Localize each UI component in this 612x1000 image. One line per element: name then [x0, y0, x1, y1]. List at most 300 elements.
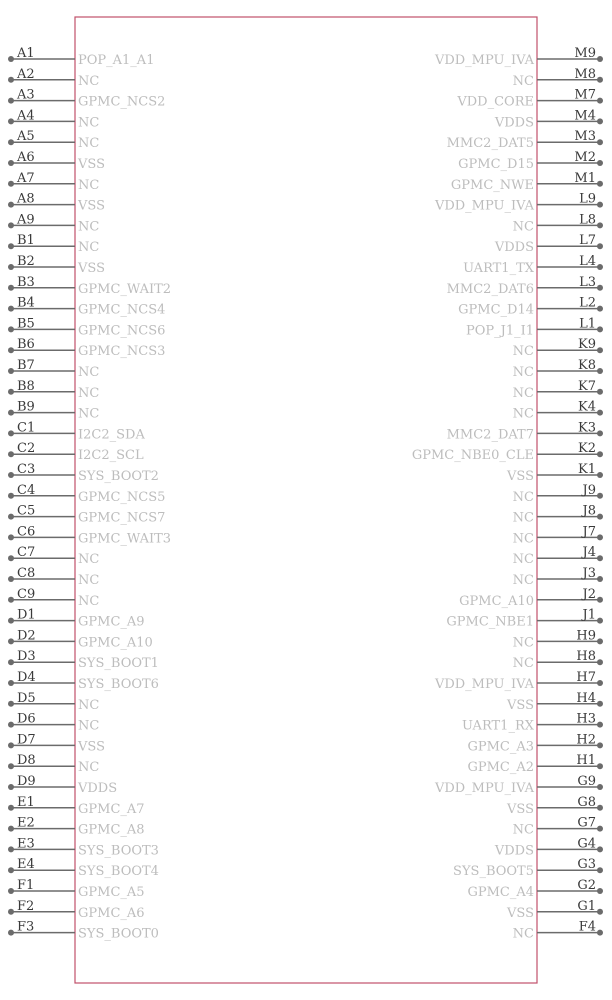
- pin-endpoint: [8, 451, 14, 457]
- pin-g2: [467, 878, 603, 900]
- pin-e3: [8, 836, 159, 858]
- pin-number: M7: [574, 87, 596, 103]
- pin-name: I2C2_SCL: [78, 448, 144, 464]
- pin-name: NC: [512, 510, 534, 526]
- pin-name: VDD_MPU_IVA: [434, 781, 534, 796]
- pin-endpoint: [8, 763, 14, 769]
- pin-m1: [451, 171, 603, 193]
- pin-name: NC: [512, 656, 534, 672]
- pin-number: L9: [579, 191, 596, 207]
- pin-endpoint: [597, 326, 603, 332]
- pin-endpoint: [8, 306, 14, 312]
- pin-number: F1: [17, 878, 35, 893]
- pin-number: A3: [17, 87, 35, 103]
- pin-c7: [8, 545, 99, 567]
- pin-d6: [8, 712, 99, 734]
- pin-endpoint: [8, 826, 14, 832]
- pin-name: GPMC_NCS3: [78, 344, 166, 360]
- pin-number: K2: [578, 441, 596, 457]
- pin-number: C3: [17, 462, 36, 477]
- pin-number: C8: [17, 566, 36, 581]
- pin-number: F2: [17, 898, 35, 914]
- pin-name: NC: [512, 489, 534, 505]
- pin-name: VDDS: [78, 781, 118, 796]
- pin-endpoint: [8, 98, 14, 104]
- pin-name: GPMC_A7: [78, 801, 145, 817]
- pin-f2: [8, 899, 145, 921]
- pin-k1: [506, 462, 603, 484]
- pin-j2: [459, 587, 603, 609]
- pin-number: K3: [578, 420, 596, 436]
- pin-number: G3: [577, 857, 596, 873]
- pin-endpoint: [597, 867, 603, 873]
- pin-b3: [8, 275, 171, 297]
- pin-name: GPMC_WAIT2: [78, 281, 172, 297]
- pin-number: M8: [574, 66, 596, 82]
- pin-endpoint: [597, 763, 603, 769]
- pin-number: M1: [574, 170, 596, 186]
- pin-g7: [513, 816, 603, 838]
- pin-name: GPMC_A10: [459, 593, 534, 609]
- pin-number: J7: [582, 524, 596, 540]
- pin-b8: [8, 379, 99, 401]
- pin-endpoint: [8, 576, 14, 582]
- pin-g4: [494, 836, 603, 858]
- pin-name: I2C2_SDA: [78, 427, 145, 443]
- pin-b9: [8, 400, 99, 422]
- pin-name: NC: [78, 136, 100, 152]
- pin-l7: [494, 233, 603, 255]
- pin-name: NC: [512, 219, 534, 235]
- pin-number: G8: [577, 794, 596, 810]
- pin-name: NC: [512, 385, 534, 401]
- pin-number: A2: [17, 66, 35, 82]
- pin-name: GPMC_A8: [78, 822, 145, 838]
- pin-number: K4: [578, 399, 596, 415]
- pin-number: H1: [576, 753, 596, 769]
- pin-name: NC: [78, 365, 100, 380]
- pin-j4: [513, 545, 603, 567]
- pin-number: J2: [582, 586, 596, 602]
- pin-name: GPMC_NBE1: [446, 614, 534, 630]
- pin-name: VDD_CORE: [457, 94, 534, 110]
- pin-name: GPMC_NCS6: [78, 323, 166, 339]
- pin-endpoint: [8, 430, 14, 436]
- pin-number: C5: [17, 503, 36, 519]
- pin-d1: [8, 608, 145, 630]
- pin-number: L3: [579, 274, 596, 290]
- pin-endpoint: [8, 534, 14, 540]
- pin-l1: [466, 316, 603, 338]
- pin-name: MMC2_DAT5: [446, 136, 534, 152]
- pin-name: SYS_BOOT0: [78, 926, 159, 942]
- pin-endpoint: [8, 493, 14, 499]
- pin-g8: [506, 795, 603, 817]
- pin-name: NC: [512, 822, 534, 838]
- pin-number: J9: [582, 482, 596, 498]
- pin-number: D3: [17, 649, 36, 665]
- pin-number: L1: [579, 316, 596, 332]
- pin-endpoint: [597, 784, 603, 790]
- pin-endpoint: [597, 306, 603, 312]
- pin-number: B4: [17, 295, 35, 311]
- pin-endpoint: [8, 181, 14, 187]
- pin-l3: [447, 275, 603, 297]
- pin-number: L4: [579, 254, 596, 269]
- pin-endpoint: [597, 451, 603, 457]
- pin-number: K1: [578, 462, 596, 477]
- pin-number: L2: [579, 295, 596, 311]
- pin-number: C4: [17, 482, 36, 498]
- pin-name: GPMC_NCS7: [78, 510, 166, 526]
- pin-f1: [8, 878, 145, 900]
- pin-number: C7: [17, 545, 36, 561]
- pin-number: J3: [582, 566, 596, 581]
- pin-name: NC: [78, 385, 100, 401]
- pin-name: MMC2_DAT6: [446, 281, 534, 297]
- pin-endpoint: [597, 722, 603, 728]
- pin-d7: [8, 732, 105, 754]
- pin-name: POP_J1_I1: [465, 323, 534, 339]
- pin-endpoint: [8, 118, 14, 124]
- pin-number: D1: [17, 607, 36, 623]
- pin-number: A9: [17, 212, 35, 228]
- pin-number: A4: [17, 108, 35, 124]
- pin-name: MMC2_DAT7: [446, 427, 534, 443]
- pin-endpoint: [597, 222, 603, 228]
- pin-number: A8: [17, 191, 35, 207]
- pin-name: GPMC_WAIT3: [78, 531, 172, 547]
- pin-name: VDDS: [494, 115, 534, 131]
- pin-a2: [8, 67, 99, 89]
- pin-endpoint: [597, 742, 603, 748]
- pin-number: A1: [17, 46, 35, 61]
- pin-name: GPMC_NCS4: [78, 302, 166, 318]
- pin-name: VSS: [78, 157, 105, 172]
- pin-endpoint: [8, 930, 14, 936]
- pin-number: B2: [17, 254, 35, 269]
- pin-name: NC: [78, 406, 100, 422]
- pin-c2: [8, 441, 144, 463]
- pin-k2: [412, 441, 603, 463]
- pin-number: H7: [576, 670, 596, 685]
- pin-endpoint: [8, 597, 14, 603]
- pin-number: G4: [577, 836, 596, 852]
- pin-endpoint: [597, 597, 603, 603]
- pin-number: D8: [17, 753, 36, 769]
- pin-endpoint: [597, 56, 603, 62]
- pin-name: VSS: [78, 198, 105, 214]
- pin-number: D2: [17, 628, 36, 644]
- right-pin-group: [412, 46, 603, 942]
- pin-name: GPMC_NCS2: [78, 94, 166, 110]
- pin-name: GPMC_A9: [78, 614, 145, 630]
- pin-number: M3: [574, 129, 596, 145]
- pin-m9: [434, 46, 603, 68]
- pin-c4: [8, 483, 165, 505]
- pin-a1: [8, 46, 154, 68]
- pin-number: C9: [17, 586, 36, 602]
- pin-number: E4: [17, 857, 35, 873]
- pin-endpoint: [597, 160, 603, 166]
- pin-number: B5: [17, 316, 35, 332]
- pin-number: K8: [578, 358, 596, 373]
- pin-endpoint: [597, 264, 603, 270]
- pin-endpoint: [8, 472, 14, 478]
- pin-a7: [8, 171, 99, 193]
- pin-number: C1: [17, 420, 36, 436]
- pin-h2: [467, 732, 603, 754]
- pin-name: NC: [78, 73, 100, 89]
- pin-name: GPMC_A3: [467, 739, 534, 755]
- pin-h9: [513, 628, 603, 650]
- pin-name: GPMC_A6: [78, 905, 145, 921]
- pin-name: VSS: [507, 801, 534, 817]
- pin-number: E1: [17, 794, 35, 810]
- pin-name: GPMC_A4: [467, 885, 534, 900]
- pin-c3: [8, 462, 159, 484]
- pin-endpoint: [597, 805, 603, 811]
- pin-endpoint: [8, 638, 14, 644]
- pin-endpoint: [8, 888, 14, 894]
- pin-number: G7: [577, 815, 596, 831]
- pin-name: NC: [78, 177, 100, 193]
- pin-endpoint: [8, 202, 14, 208]
- pin-name: NC: [512, 365, 534, 380]
- pin-j8: [513, 504, 603, 526]
- pin-endpoint: [8, 368, 14, 374]
- pin-name: POP_A1_A1: [78, 53, 155, 68]
- pin-k8: [513, 358, 603, 380]
- pin-endpoint: [8, 514, 14, 520]
- pin-name: VSS: [78, 261, 105, 276]
- pin-endpoint: [597, 534, 603, 540]
- pin-number: H3: [576, 711, 596, 727]
- pin-endpoint: [8, 805, 14, 811]
- pin-number: E3: [17, 836, 35, 852]
- pin-l2: [458, 296, 603, 318]
- pin-h1: [467, 753, 603, 775]
- pin-h3: [462, 712, 603, 734]
- pin-b6: [8, 337, 165, 359]
- pin-e1: [8, 795, 145, 817]
- pin-endpoint: [8, 722, 14, 728]
- pin-k7: [513, 379, 603, 401]
- pin-number: K7: [578, 378, 596, 394]
- pin-endpoint: [597, 139, 603, 145]
- pin-number: J1: [582, 607, 596, 623]
- pin-e2: [8, 816, 145, 838]
- pin-name: VSS: [78, 739, 105, 755]
- pin-number: D4: [17, 670, 36, 685]
- pin-h7: [434, 670, 603, 692]
- pin-number: G2: [577, 878, 596, 893]
- pin-number: H2: [576, 732, 596, 748]
- pin-name: GPMC_NWE: [450, 177, 534, 193]
- pin-g9: [434, 774, 603, 796]
- pin-number: F3: [17, 919, 35, 935]
- pin-f3: [8, 920, 159, 942]
- pin-endpoint: [8, 264, 14, 270]
- pin-name: SYS_BOOT2: [78, 469, 159, 484]
- pin-d2: [8, 628, 153, 650]
- pin-endpoint: [597, 347, 603, 353]
- pin-endpoint: [597, 618, 603, 624]
- pin-g1: [506, 899, 603, 921]
- pin-endpoint: [8, 784, 14, 790]
- pin-name: VDDS: [494, 843, 534, 859]
- left-pin-group: [8, 46, 171, 942]
- pin-b7: [8, 358, 99, 380]
- pin-endpoint: [597, 285, 603, 291]
- pin-number: C6: [17, 524, 36, 540]
- pin-number: D5: [17, 690, 36, 706]
- pin-number: G1: [577, 898, 596, 914]
- pin-endpoint: [8, 222, 14, 228]
- pin-h8: [513, 649, 603, 671]
- pin-endpoint: [8, 680, 14, 686]
- pin-endpoint: [597, 909, 603, 915]
- pin-number: G9: [577, 774, 596, 789]
- pin-name: GPMC_NBE0_CLE: [411, 448, 534, 464]
- pin-endpoint: [597, 181, 603, 187]
- pin-name: NC: [78, 718, 100, 734]
- pin-k4: [513, 400, 603, 422]
- pin-name: SYS_BOOT5: [453, 864, 534, 880]
- pin-name: NC: [512, 926, 534, 942]
- pin-j7: [513, 524, 603, 546]
- pin-name: NC: [78, 240, 100, 256]
- pin-name: NC: [78, 115, 100, 131]
- pin-number: A6: [17, 150, 35, 165]
- pin-number: M9: [574, 46, 596, 61]
- pin-endpoint: [597, 680, 603, 686]
- pin-endpoint: [597, 98, 603, 104]
- pin-number: B8: [17, 378, 35, 394]
- pin-number: H4: [576, 690, 596, 706]
- pin-d3: [8, 649, 159, 671]
- pin-name: NC: [512, 344, 534, 360]
- pin-endpoint: [597, 514, 603, 520]
- pin-endpoint: [8, 867, 14, 873]
- pin-number: M2: [574, 150, 596, 165]
- pin-name: NC: [78, 552, 100, 568]
- pin-name: NC: [512, 73, 534, 89]
- pin-number: K9: [578, 337, 596, 353]
- pin-b4: [8, 296, 165, 318]
- pin-name: NC: [512, 635, 534, 651]
- pin-j1: [446, 608, 603, 630]
- pin-l8: [513, 212, 603, 234]
- pin-name: NC: [78, 593, 100, 609]
- pin-endpoint: [597, 826, 603, 832]
- pin-endpoint: [8, 139, 14, 145]
- pin-number: B1: [17, 233, 35, 249]
- pin-endpoint: [8, 285, 14, 291]
- pin-number: D9: [17, 774, 36, 789]
- pin-d8: [8, 753, 99, 775]
- pin-name: VSS: [507, 697, 534, 713]
- pin-number: C2: [17, 441, 36, 457]
- pin-endpoint: [8, 618, 14, 624]
- pin-name: GPMC_D14: [458, 302, 534, 318]
- pin-endpoint: [597, 555, 603, 561]
- pin-endpoint: [597, 410, 603, 416]
- pin-name: NC: [78, 219, 100, 235]
- pin-endpoint: [8, 659, 14, 665]
- pin-endpoint: [8, 347, 14, 353]
- pin-number: A7: [17, 170, 35, 186]
- pin-a9: [8, 212, 99, 234]
- pin-endpoint: [8, 701, 14, 707]
- pin-a6: [8, 150, 105, 172]
- pin-endpoint: [8, 555, 14, 561]
- pin-number: D6: [17, 711, 36, 727]
- pin-endpoint: [8, 326, 14, 332]
- pin-name: VDDS: [494, 240, 534, 256]
- pin-c5: [8, 504, 165, 526]
- pin-endpoint: [597, 846, 603, 852]
- pin-number: J4: [582, 545, 596, 561]
- pin-number: F4: [578, 919, 596, 935]
- pin-number: J8: [582, 503, 596, 519]
- pin-name: VDD_MPU_IVA: [434, 53, 534, 68]
- pin-j9: [513, 483, 603, 505]
- pin-name: NC: [512, 406, 534, 422]
- pin-endpoint: [597, 202, 603, 208]
- pin-number: M4: [574, 108, 596, 124]
- pin-name: GPMC_NCS5: [78, 489, 166, 505]
- pin-name: SYS_BOOT3: [78, 843, 159, 859]
- pin-endpoint: [597, 118, 603, 124]
- pin-endpoint: [8, 389, 14, 395]
- pin-name: NC: [78, 760, 100, 776]
- pin-number: H9: [576, 628, 596, 644]
- pin-endpoint: [597, 472, 603, 478]
- pin-b2: [8, 254, 105, 276]
- pin-name: UART1_TX: [463, 261, 534, 276]
- pin-a4: [8, 108, 99, 130]
- pin-number: B3: [17, 274, 35, 290]
- pin-endpoint: [8, 846, 14, 852]
- pin-number: B7: [17, 358, 35, 373]
- pin-number: B9: [17, 399, 35, 415]
- pin-f4: [513, 920, 603, 942]
- pin-name: NC: [512, 552, 534, 568]
- pin-c1: [8, 420, 145, 442]
- pin-d4: [8, 670, 159, 692]
- pin-name: VSS: [507, 905, 534, 921]
- pin-endpoint: [597, 576, 603, 582]
- pin-a8: [8, 192, 105, 214]
- pin-k9: [513, 337, 603, 359]
- pin-name: VDD_MPU_IVA: [434, 198, 534, 214]
- pin-number: L7: [579, 233, 596, 249]
- pin-number: E2: [17, 815, 35, 831]
- pin-number: D7: [17, 732, 36, 748]
- pin-b1: [8, 233, 99, 255]
- pin-name: NC: [512, 531, 534, 547]
- pin-number: H8: [576, 649, 596, 665]
- pin-name: NC: [512, 573, 534, 588]
- pin-c6: [8, 524, 171, 546]
- pin-endpoint: [8, 160, 14, 166]
- pin-name: UART1_RX: [462, 718, 534, 734]
- pin-a5: [8, 129, 99, 151]
- pin-endpoint: [597, 701, 603, 707]
- pin-name: GPMC_A5: [78, 885, 145, 900]
- pin-name: VSS: [507, 469, 534, 484]
